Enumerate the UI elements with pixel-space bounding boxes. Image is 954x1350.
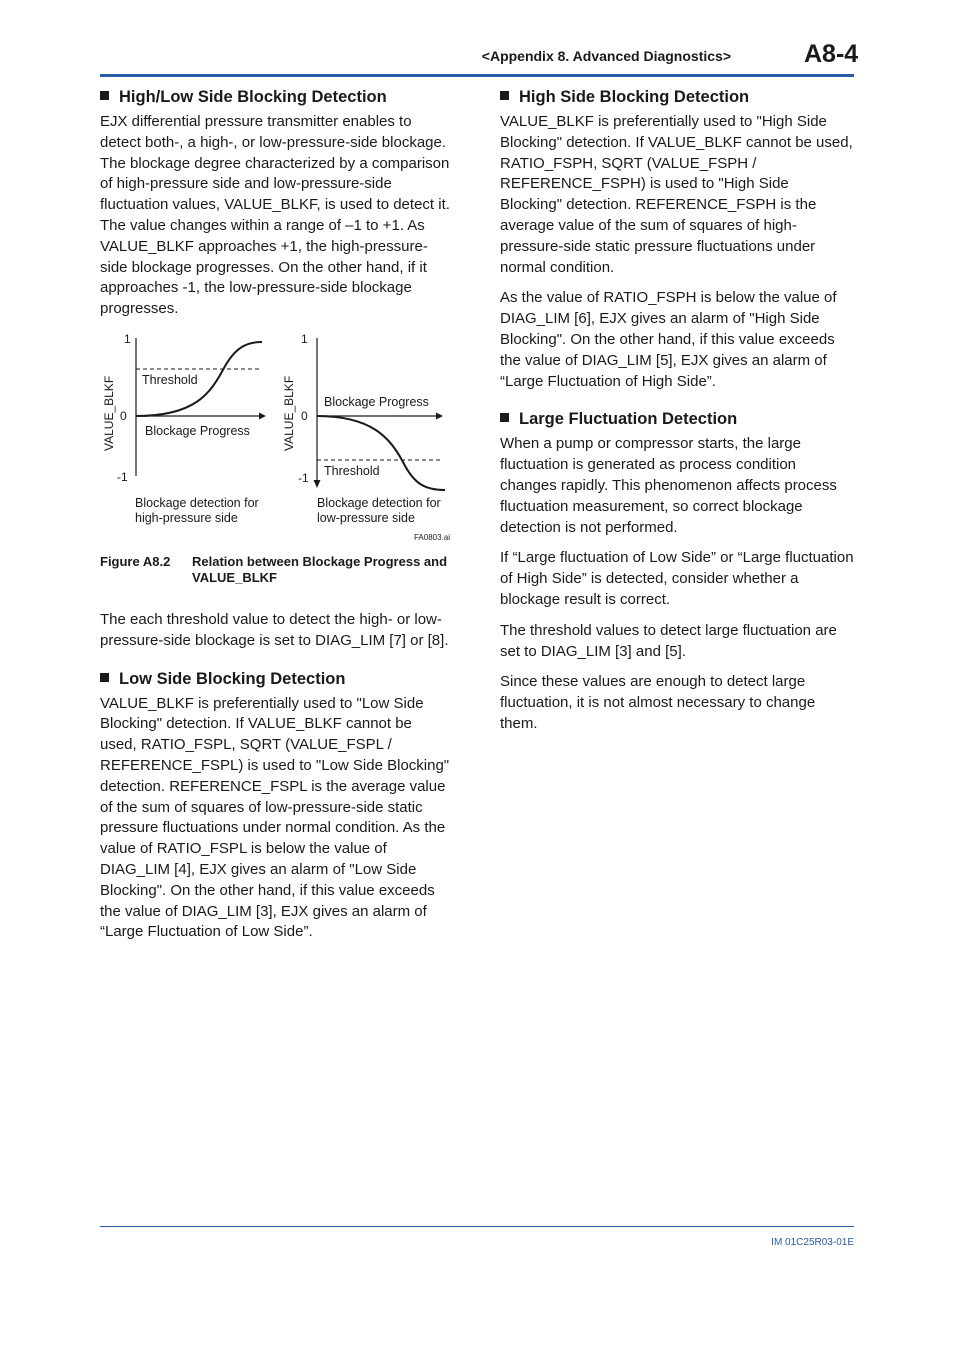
- paragraph: As the value of RATIO_FSPH is below the value of DIAG_LIM [6], EJX gives an alarm of "High Side Blocking". On the other hand, if this value exceeds the value of DIAG_LIM [5], EJX gives an alarm of “Large Fluctuation of High Side”.: [500, 289, 837, 390]
- tick-bottom: -1: [117, 469, 128, 484]
- y-axis-arrow-icon: [314, 480, 321, 488]
- paragraph: Since these values are enough to detect large fluctuation, it is not almost necessary to change them.: [500, 673, 816, 732]
- bullet-square-icon: [100, 673, 109, 682]
- figure-a8-2: [100, 332, 450, 550]
- x-axis-arrow-icon: [436, 412, 443, 419]
- y-axis-label: VALUE_BLKF: [282, 375, 296, 451]
- progress-label: Blockage Progress: [324, 394, 429, 409]
- graph-caption-line1: Blockage detection for: [135, 495, 259, 510]
- progress-label: Blockage Progress: [145, 423, 250, 438]
- graph-high-pressure: [102, 332, 266, 525]
- tick-top: 1: [301, 331, 308, 346]
- header-rule: [100, 74, 854, 77]
- document-id: IM 01C25R03-01E: [771, 1237, 854, 1248]
- tick-top: 1: [124, 331, 131, 346]
- blockage-graphs: [100, 332, 450, 550]
- graph-caption-line1: Blockage detection for: [317, 495, 441, 510]
- graph-low-pressure: [282, 332, 445, 525]
- right-column: [500, 86, 854, 745]
- section-heading: High Side Blocking Detection: [500, 86, 854, 108]
- bullet-square-icon: [500, 413, 509, 422]
- y-axis-label: VALUE_BLKF: [102, 375, 116, 451]
- graph-caption-line2: high-pressure side: [135, 510, 238, 525]
- threshold-label: Threshold: [142, 372, 198, 387]
- paragraph: The each threshold value to detect the high- or low-pressure-side blockage is set to DIAG_LIM [7] or [8].: [100, 610, 449, 649]
- paragraph: When a pump or compressor starts, the large fluctuation is generated as process condition changes rapidly. This phenomenon affects process fluctuation measurement, so correct blockage detection is not performed.: [500, 435, 837, 536]
- header-section-title: <Appendix 8. Advanced Diagnostics>: [481, 48, 731, 64]
- tick-bottom: -1: [298, 470, 309, 485]
- figure-file-tag: FA0803.ai: [413, 532, 450, 542]
- page-number: A8-4: [804, 40, 859, 68]
- bullet-square-icon: [100, 91, 109, 100]
- section-heading: High/Low Side Blocking Detection: [100, 86, 450, 108]
- section-heading: Low Side Blocking Detection: [100, 668, 450, 690]
- tick-mid: 0: [301, 408, 308, 423]
- paragraph: VALUE_BLKF is preferentially used to "High Side Blocking" detection. If VALUE_BLKF cannot be used, RATIO_FSPH, SQRT (VALUE_FSPH / REFERENCE_FSPH) is used to "High Side Blocking" detection. REFERENCE_FSPH is the average value of the sum of squares of high-pressure-side static pressure fluctuations under normal condition.: [500, 113, 853, 276]
- section-heading: Large Fluctuation Detection: [500, 408, 854, 430]
- paragraph: If “Large fluctuation of Low Side” or “Large fluctuation of High Side” is detected, consider whether a blockage result is correct.: [500, 549, 854, 608]
- graph-caption-line2: low-pressure side: [317, 510, 415, 525]
- figure-title: Relation between Blockage Progress and VALUE_BLKF: [192, 553, 448, 585]
- paragraph: EJX differential pressure transmitter enables to detect both-, a high-, or low-pressure-side blockage. The blockage degree characterized by a comparison of high-pressure side and low-pressure-side fluctuation values, VALUE_BLKF, is used to detect it. The value changes within a range of –1 to +1. As VALUE_BLKF approaches +1, the high-pressure-side blockage progresses. On the other hand, if it approaches -1, the low-pressure-side blockage progresses.: [100, 113, 450, 318]
- footer-rule: [100, 1226, 854, 1227]
- left-column: [100, 86, 450, 953]
- x-axis-arrow-icon: [259, 412, 266, 419]
- threshold-label: Threshold: [324, 463, 380, 478]
- figure-caption: [100, 554, 450, 586]
- paragraph: VALUE_BLKF is preferentially used to "Low Side Blocking" detection. If VALUE_BLKF cannot be used, RATIO_FSPL, SQRT (VALUE_FSPL / REFERENCE_FSPL) is used to "Low Side Blocking" detection. REFERENCE_FSPL is the average value of the sum of squares of low-pressure-side static pressure fluctuations under normal condition. As the value of RATIO_FSPL is below the value of DIAG_LIM [4], EJX gives an alarm of "Low Side Blocking". On the other hand, if this value exceeds the value of DIAG_LIM [3], EJX gives an alarm of “Large Fluctuation of Low Side”.: [100, 694, 450, 941]
- bullet-square-icon: [500, 91, 509, 100]
- tick-mid: 0: [120, 408, 127, 423]
- figure-number: Figure A8.2: [100, 553, 171, 569]
- value-curve: [317, 416, 445, 490]
- paragraph: The threshold values to detect large fluctuation are set to DIAG_LIM [3] and [5].: [500, 621, 837, 660]
